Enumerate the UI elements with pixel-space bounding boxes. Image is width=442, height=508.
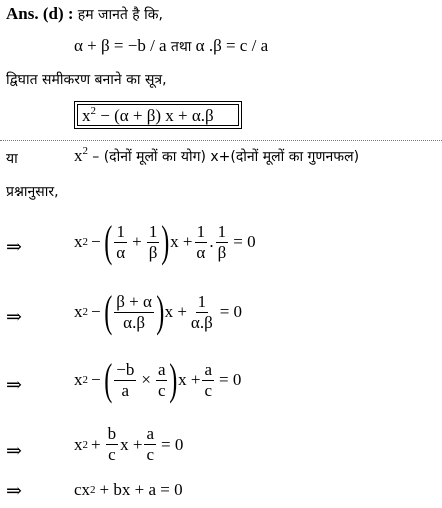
step2-frac-a: $\frac{\beta + \alpha}{\alpha.\beta}$ [116,291,152,332]
step4-eq: = 0 [160,434,184,454]
formula-power: 2 [90,105,96,117]
answer-label: Ans. (d) : [6,4,74,23]
intro-text: हम जानते है कि, [77,7,163,23]
step2-frac-b: $\frac{1}{\alpha.\beta}$ [190,291,213,332]
or-line [6,148,18,168]
step1-minus: − [91,232,101,251]
formula-intro: द्विघात समीकरण बनाने का सूत्र, [6,72,167,88]
step3-frac-b: $\frac{a}{c}$ [157,359,166,400]
left-paren: ( [103,355,112,404]
step4-frac-a: $\frac{b}{c}$ [107,424,117,464]
step3-x: x [74,370,83,389]
implies-icon: ⇒ [6,237,22,258]
step3-xplus: x + [178,370,201,389]
left-paren: ( [103,217,112,266]
or-text: – (दोनों मूलों का योग) x+(दोनों मूलों का गुणनफल) [92,149,360,165]
according-text: प्रश्नानुसार, [6,184,59,200]
implies-icon: ⇒ [6,307,22,328]
known-relations [74,36,268,56]
step1-xplus: x + [170,232,193,251]
implies-icon: ⇒ [6,481,22,502]
step4-xplus: x + [120,434,143,454]
step2-eq: = 0 [219,302,243,321]
step-1: x 2 − ( $\frac{1}{\alpha}$ + $\frac{1}{\beta}$ ) x + $\frac{1}{\alpha}$ . $\frac{1}{\beta}$ = 0 [74,217,256,266]
step5-cx: cx [74,480,91,499]
step3-frac-c: $\frac{a}{c}$ [204,359,213,400]
step-3: x 2 − ( $\frac{-b}{a}$ × $\frac{a}{c}$ ) x + $\frac{a}{c}$ = 0 [74,355,242,404]
step2-xplus: x + [164,302,187,321]
formula-x: x [82,106,91,125]
implies-icon: ⇒ [6,441,22,462]
step-5: cx 2 + bx + a = 0 [74,480,183,499]
step4-frac-b: $\frac{a}{c}$ [146,424,154,464]
right-paren: ) [156,287,165,336]
step3-times: × [141,370,151,389]
or-x: x [74,146,83,165]
step2-minus: − [91,302,101,321]
or-word: या [6,151,18,167]
step3-eq: = 0 [219,370,242,389]
step1-eq: = 0 [233,232,256,251]
answer-header [6,4,163,24]
product-of-roots: α .β = c / a [195,36,269,55]
right-paren: ) [161,217,170,266]
step3-minus: − [91,370,101,389]
step1-frac-a: $\frac{1}{\alpha}$ [116,221,126,262]
step1-plus: + [132,232,142,251]
formula-rest: − (α + β) x + α.β [100,106,214,125]
step1-dot: . [209,232,214,251]
dotted-divider [0,140,442,141]
formula-box [74,101,242,129]
connector-text: तथा [170,39,192,55]
step4-x: x [74,434,83,454]
step1-frac-b: $\frac{1}{\beta}$ [148,221,158,262]
step-4: x 2 + $\frac{b}{c}$ x + $\frac{a}{c}$ = 0 [74,424,184,464]
step1-frac-c: $\frac{1}{\alpha}$ [196,221,206,262]
or-power: 2 [82,145,88,157]
step2-x: x [74,302,83,321]
right-paren: ) [169,355,178,404]
step3-frac-a: $\frac{-b}{a}$ [116,359,135,400]
or-expression [74,146,359,166]
left-paren: ( [103,287,112,336]
step5-rest: + bx + a = 0 [99,480,183,499]
step4-plus: + [91,434,101,454]
step1-x: x [74,232,83,251]
implies-icon: ⇒ [6,375,22,396]
step1-frac-d: $\frac{1}{\beta}$ [217,221,227,262]
formula-content [77,104,239,126]
step-2: x 2 − ( $\frac{\beta + \alpha}{\alpha.\beta}$ ) x + $\frac{1}{\alpha.\beta}$ = 0 [74,287,243,336]
sum-of-roots: α + β = −b / a [74,36,167,55]
